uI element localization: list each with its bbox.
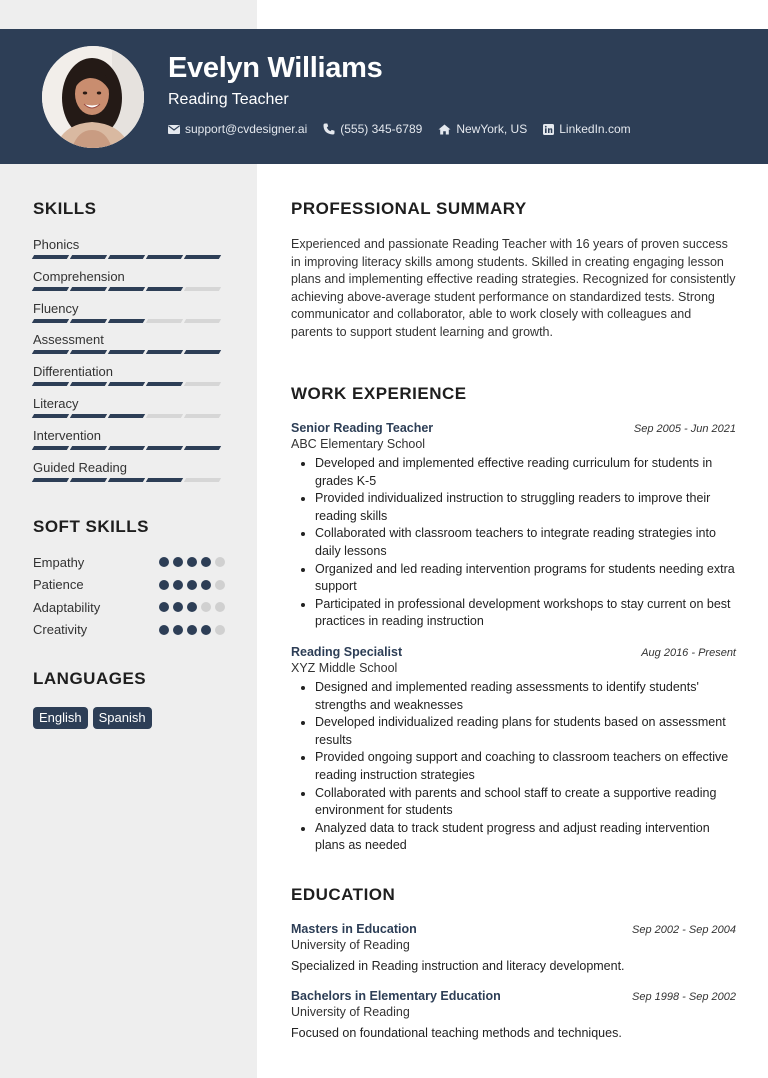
skill-item xyxy=(33,460,223,482)
language-badge: Spanish xyxy=(93,707,152,729)
job-date: Sep 2005 - Jun 2021 xyxy=(633,423,736,435)
rating-dot xyxy=(201,602,211,612)
rating-dot xyxy=(215,580,225,590)
skill-label: Literacy xyxy=(33,396,79,411)
skill-level-bar xyxy=(33,287,223,291)
rating-dot xyxy=(173,625,183,635)
rating-dot xyxy=(215,557,225,567)
contact-phone[interactable] xyxy=(323,122,422,136)
skill-level-segment xyxy=(32,446,69,450)
soft-skill-rating xyxy=(159,625,225,635)
skill-item xyxy=(33,428,223,450)
contact-location xyxy=(438,122,527,136)
skill-level-bar xyxy=(33,414,223,418)
skill-level-segment xyxy=(32,319,69,323)
skill-level-segment xyxy=(184,414,221,418)
envelope-icon xyxy=(168,125,180,134)
skill-level-segment xyxy=(146,382,183,386)
skill-level-segment xyxy=(108,446,145,450)
rating-dot xyxy=(187,625,197,635)
job-organization: XYZ Middle School xyxy=(291,661,398,675)
work-experience-heading: WORK EXPERIENCE xyxy=(291,384,467,403)
job-title: Reading Specialist xyxy=(291,645,403,659)
language-badge: English xyxy=(33,707,88,729)
summary-heading: PROFESSIONAL SUMMARY xyxy=(291,199,527,218)
skill-level-bar xyxy=(33,319,223,323)
job-bullet: • Developed individualized reading plans for students based on assessment results xyxy=(315,714,736,749)
skill-level-segment xyxy=(146,446,183,450)
skill-level-segment xyxy=(70,287,107,291)
job-bullet: • Analyzed data to track student progress and adjust reading intervention plans as needed xyxy=(315,820,736,855)
skill-item xyxy=(33,364,223,386)
job-entry xyxy=(291,421,736,631)
job-bullet: • Provided ongoing support and coaching to classroom teachers on effective reading instruction strategies xyxy=(315,749,736,784)
skill-level-segment xyxy=(184,446,221,450)
profile-photo xyxy=(42,46,144,148)
skill-level-segment xyxy=(32,350,69,354)
job-bullet: • Participated in professional development workshops to stay current on best practices in reading instruction xyxy=(315,596,736,631)
skill-level-segment xyxy=(32,478,69,482)
rating-dot xyxy=(187,580,197,590)
skill-level-bar xyxy=(33,350,223,354)
degree-title: Bachelors in Elementary Education xyxy=(291,989,501,1003)
skill-level-segment xyxy=(184,382,221,386)
skill-level-segment xyxy=(70,319,107,323)
skill-level-segment xyxy=(108,255,145,259)
soft-skill-rating xyxy=(159,580,225,590)
rating-dot xyxy=(173,602,183,612)
skill-level-segment xyxy=(184,255,221,259)
skill-level-bar xyxy=(33,446,223,450)
languages-heading: LANGUAGES xyxy=(33,669,147,688)
skill-level-segment xyxy=(184,350,221,354)
contact-phone-text: (555) 345-6789 xyxy=(340,122,423,136)
job-bullet: • Designed and implemented reading assessments to identify students' strengths and weaknesses xyxy=(315,679,736,714)
soft-skill-rating xyxy=(159,557,225,567)
skill-item xyxy=(33,332,223,354)
job-bullets xyxy=(291,455,736,631)
skill-item xyxy=(33,269,223,291)
job-bullet: • Developed and implemented effective reading curriculum for students in grades K-5 xyxy=(315,455,736,490)
education-description: Focused on foundational teaching methods and techniques. xyxy=(291,1026,622,1040)
contact-email[interactable] xyxy=(168,122,307,136)
soft-skill-label: Adaptability xyxy=(33,599,101,615)
rating-dot xyxy=(187,557,197,567)
skill-item xyxy=(33,301,223,323)
candidate-title: Reading Teacher xyxy=(168,91,289,108)
contact-location-text: NewYork, US xyxy=(456,122,528,136)
education-institution: University of Reading xyxy=(291,938,410,952)
linkedin-icon xyxy=(543,124,554,135)
degree-title: Masters in Education xyxy=(291,922,417,936)
skill-level-segment xyxy=(184,478,221,482)
education-date: Sep 2002 - Sep 2004 xyxy=(632,924,736,936)
skill-level-segment xyxy=(146,287,183,291)
soft-skills-heading: SOFT SKILLS xyxy=(33,517,149,536)
skill-level-segment xyxy=(70,382,107,386)
skill-label: Differentiation xyxy=(33,364,113,380)
rating-dot xyxy=(159,557,169,567)
education-institution: University of Reading xyxy=(291,1005,410,1019)
skill-level-segment xyxy=(70,414,107,418)
skill-level-bar xyxy=(33,478,223,482)
home-icon xyxy=(438,124,451,135)
soft-skill-item xyxy=(33,621,223,639)
skill-level-segment xyxy=(108,382,145,386)
skill-level-segment xyxy=(108,414,145,418)
skill-level-segment xyxy=(146,478,183,482)
rating-dot xyxy=(201,557,211,567)
skill-label: Phonics xyxy=(33,237,80,252)
skill-level-segment xyxy=(32,382,69,386)
skill-level-segment xyxy=(70,446,107,450)
rating-dot xyxy=(215,625,225,635)
soft-skill-rating xyxy=(159,602,225,612)
skill-level-segment xyxy=(184,287,221,291)
job-bullets xyxy=(291,679,736,855)
education-entry xyxy=(291,922,736,973)
skill-level-segment xyxy=(108,319,145,323)
contact-list xyxy=(168,122,631,136)
rating-dot xyxy=(201,580,211,590)
education-entry xyxy=(291,989,736,1040)
soft-skill-item xyxy=(33,576,223,594)
education-heading: EDUCATION xyxy=(291,885,396,904)
rating-dot xyxy=(173,557,183,567)
job-bullet: • Collaborated with parents and school staff to create a supportive reading environment for students xyxy=(315,785,736,820)
rating-dot xyxy=(159,625,169,635)
skill-level-segment xyxy=(146,319,183,323)
job-date: Aug 2016 - Present xyxy=(641,647,736,659)
skill-item xyxy=(33,237,223,259)
education-date: Sep 1998 - Sep 2002 xyxy=(632,991,736,1003)
skill-label: Guided Reading xyxy=(33,459,127,475)
rating-dot xyxy=(187,602,197,612)
contact-linkedin[interactable] xyxy=(543,122,630,136)
candidate-name: Evelyn Williams xyxy=(168,52,383,84)
skill-item xyxy=(33,396,223,418)
education-description: Specialized in Reading instruction and literacy development. xyxy=(291,959,625,973)
soft-skill-label: Empathy xyxy=(33,554,85,570)
skill-level-segment xyxy=(32,287,69,291)
skill-level-bar xyxy=(33,255,223,259)
skill-label: Fluency xyxy=(33,300,79,316)
soft-skill-label: Patience xyxy=(33,577,84,592)
rating-dot xyxy=(159,602,169,612)
job-bullet: • Organized and led reading intervention programs for students needing extra support xyxy=(315,561,736,596)
skill-label: Intervention xyxy=(33,427,101,443)
skill-level-segment xyxy=(146,414,183,418)
job-bullet: • Collaborated with classroom teachers to integrate reading strategies into daily lessons xyxy=(315,525,736,560)
skill-level-segment xyxy=(32,255,69,259)
soft-skill-item xyxy=(33,553,223,571)
summary-text: Experienced and passionate Reading Teacher with 16 years of proven success in improving literacy skills among students. Skilled in creating engaging lesson plans and implementing effective reading strategies. Recognized for consistently achieving above-average student performance on standardized tests. Strong communicator and collaborator, able to work closely with colleagues and parents to support student learning and growth. xyxy=(291,237,736,339)
skill-level-segment xyxy=(70,255,107,259)
skill-level-segment xyxy=(70,478,107,482)
job-bullet: • Provided individualized instruction to struggling readers to improve their reading skills xyxy=(315,490,736,525)
avatar xyxy=(42,46,144,148)
contact-email-text: support@cvdesigner.ai xyxy=(185,122,308,136)
skill-level-segment xyxy=(146,350,183,354)
rating-dot xyxy=(159,580,169,590)
skills-heading: SKILLS xyxy=(33,199,97,218)
skill-level-segment xyxy=(108,287,145,291)
skill-level-segment xyxy=(70,350,107,354)
job-organization: ABC Elementary School xyxy=(291,437,426,451)
skill-level-segment xyxy=(108,478,145,482)
job-entry xyxy=(291,645,736,855)
rating-dot xyxy=(201,625,211,635)
languages-list xyxy=(33,707,152,729)
skill-level-segment xyxy=(184,319,221,323)
contact-linkedin-text: LinkedIn.com xyxy=(559,122,631,136)
phone-icon xyxy=(323,123,335,135)
soft-skill-item xyxy=(33,598,223,616)
skill-level-segment xyxy=(146,255,183,259)
skill-level-segment xyxy=(108,350,145,354)
rating-dot xyxy=(173,580,183,590)
skill-label: Comprehension xyxy=(33,268,125,284)
job-title: Senior Reading Teacher xyxy=(291,421,434,435)
rating-dot xyxy=(215,602,225,612)
soft-skill-label: Creativity xyxy=(33,622,88,637)
skill-level-segment xyxy=(32,414,69,418)
skill-label: Assessment xyxy=(33,332,104,348)
skill-level-bar xyxy=(33,382,223,386)
